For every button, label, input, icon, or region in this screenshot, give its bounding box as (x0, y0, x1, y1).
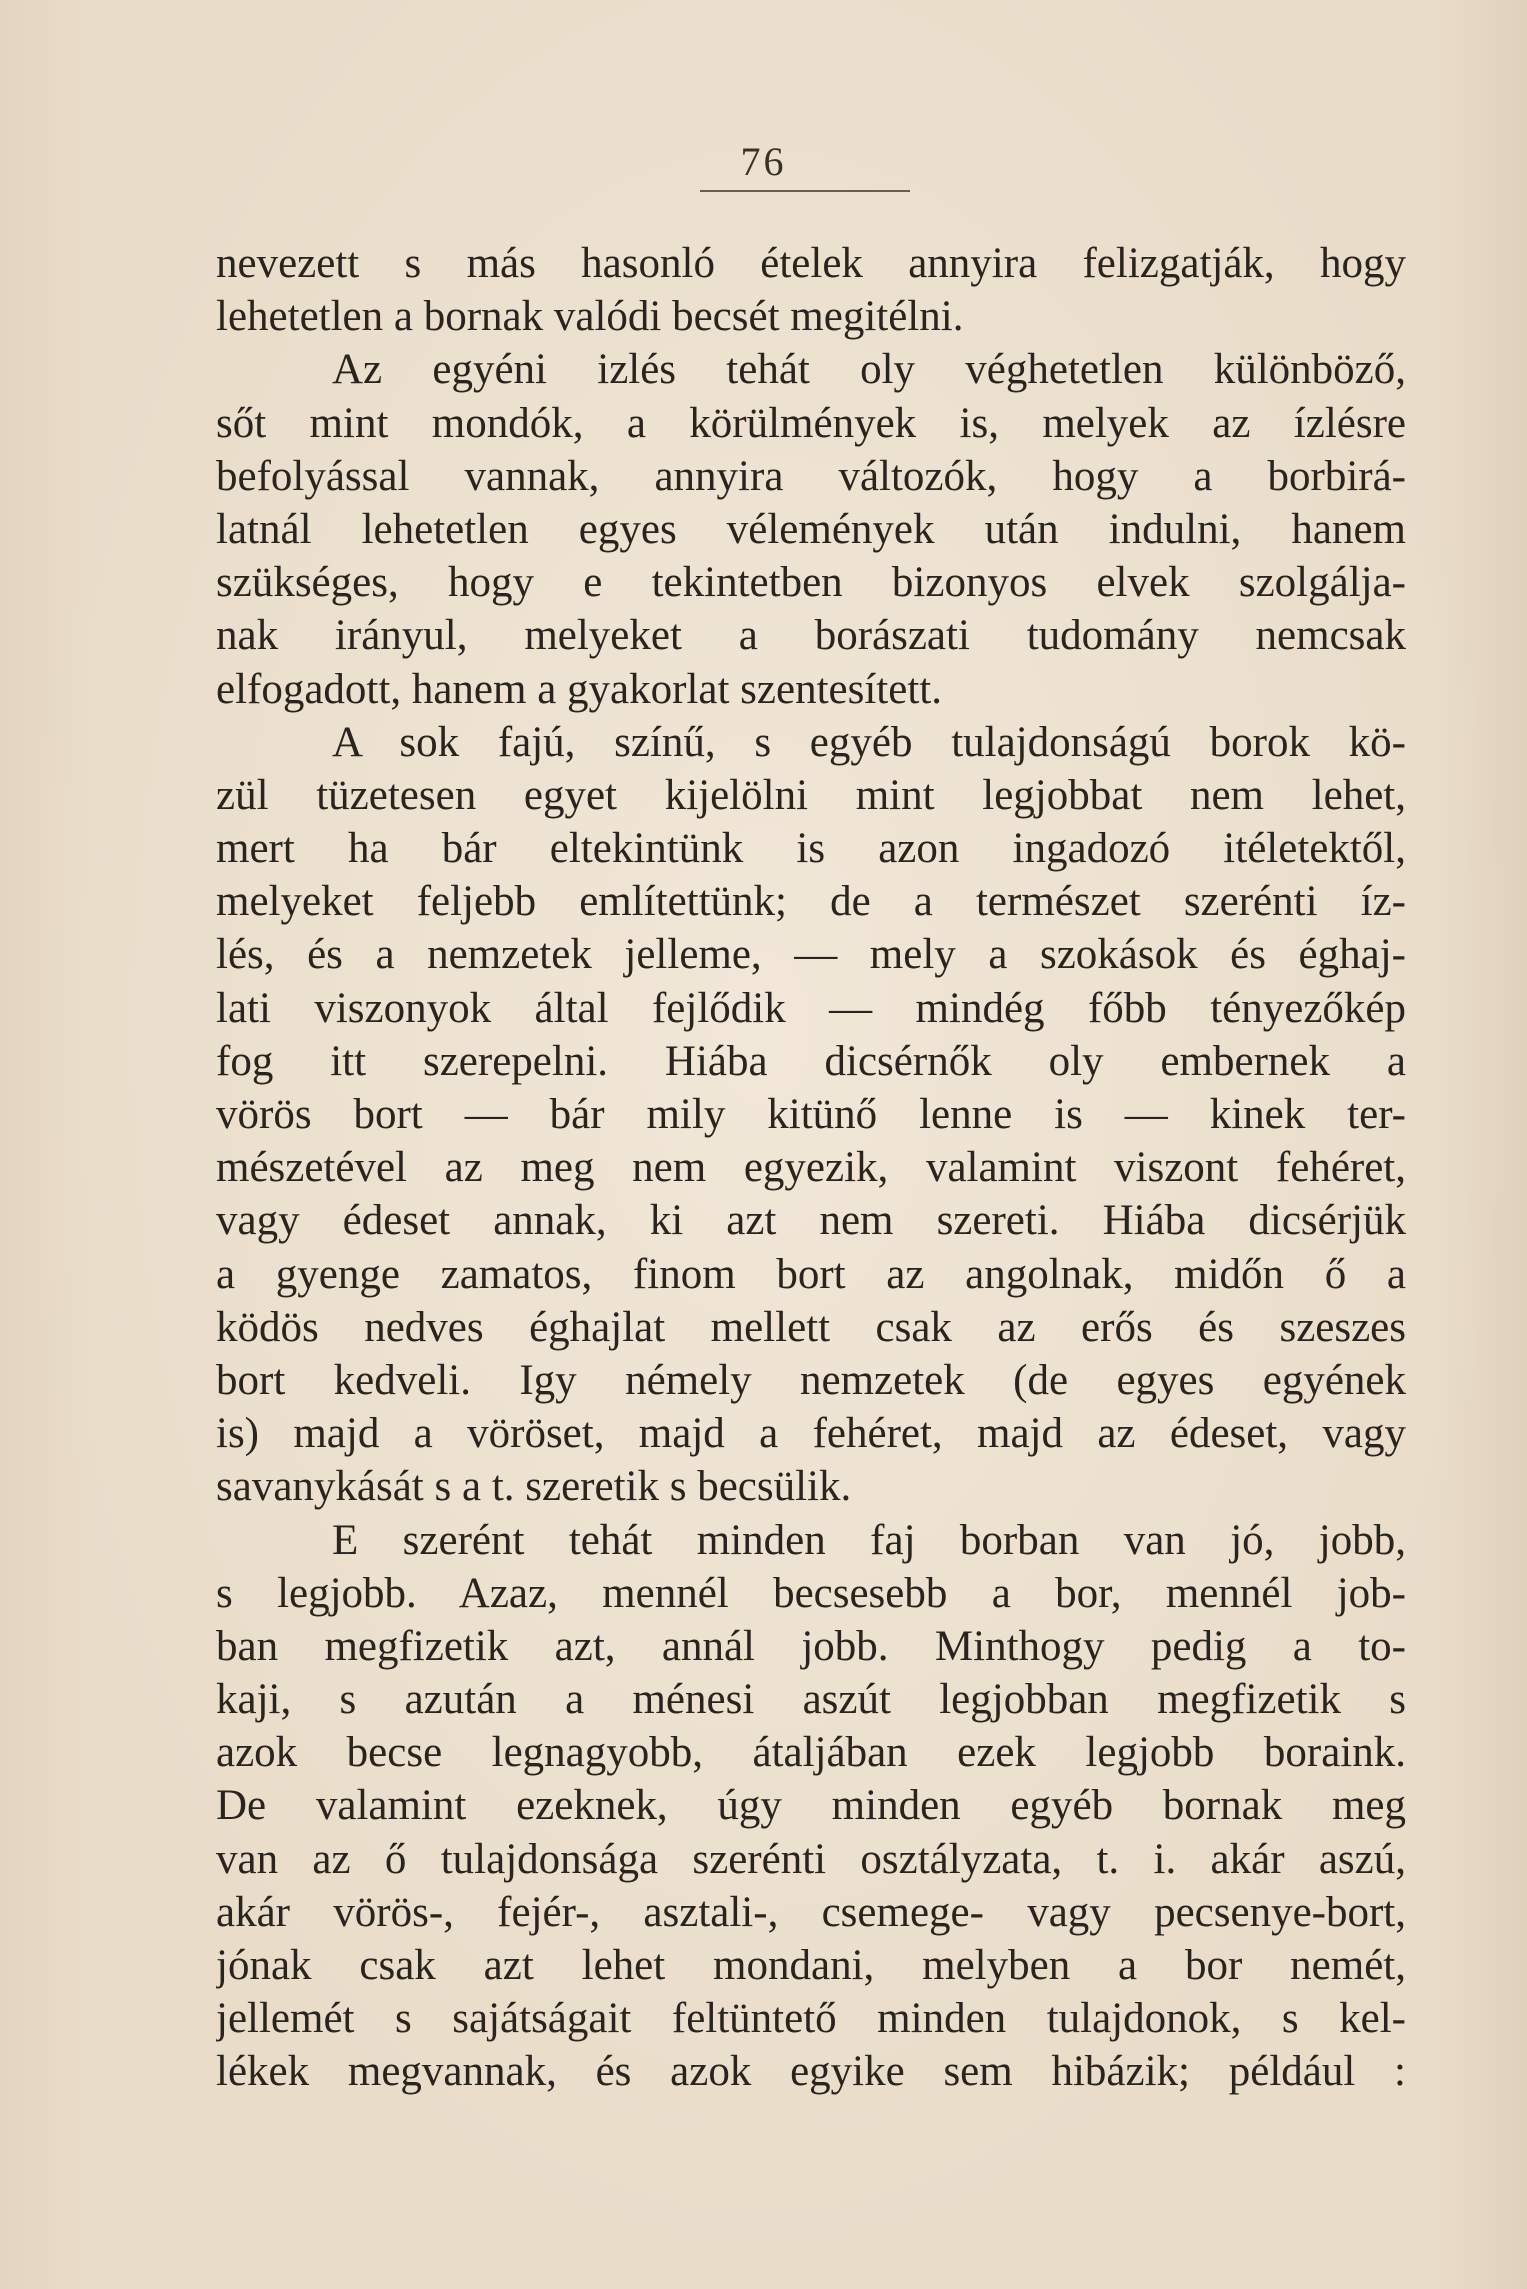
text-line: van az ő tulajdonsága szerénti osztályzata, t. i. akár aszú, (216, 1835, 1406, 1883)
text-line: latnál lehetetlen egyes vélemények után indulni, hanem (216, 505, 1406, 553)
text-line: akár vörös-, fejér-, asztali-, csemege- vagy pecsenye-bort, (216, 1888, 1406, 1936)
text-line: is) majd a vöröset, majd a fehéret, majd az édeset, vagy (216, 1410, 1406, 1458)
text-line: sőt mint mondók, a körülmények is, melyek az ízlésre (216, 399, 1406, 447)
text-line: szükséges, hogy e tekintetben bizonyos elvek szolgálja- (216, 559, 1406, 607)
text-line: nevezett s más hasonló ételek annyira felizgatják, hogy (216, 240, 1406, 287)
text-line: vagy édeset annak, ki azt nem szereti. Hiába dicsérjük (216, 1197, 1406, 1245)
text-line: a gyenge zamatos, finom bort az angolnak, midőn ő a (216, 1250, 1406, 1298)
text-line: jellemét s sajátságait feltüntető minden tulajdonok, s kel- (216, 1995, 1406, 2043)
text-line: azok becse legnagyobb, átaljában ezek legjobb boraink. (216, 1729, 1406, 1777)
text-line: elfogadott, hanem a gyakorlat szentesített. (216, 665, 942, 713)
body-text (216, 237, 1406, 2099)
text-line: lés, és a nemzetek jelleme, — mely a szokások és éghaj- (216, 931, 1406, 979)
text-line: kaji, s azután a ménesi aszút legjobban megfizetik s (216, 1676, 1406, 1724)
text-line: lehetetlen a bornak valódi becsét megitélni. (216, 293, 964, 341)
text-line: jónak csak azt lehet mondani, melyben a bor nemét, (216, 1942, 1406, 1989)
text-line: savanykását s a t. szeretik s becsülik. (216, 1463, 852, 1511)
header-rule (700, 190, 910, 192)
text-line: vörös bort — bár mily kitünő lenne is — kinek ter- (216, 1091, 1406, 1138)
text-line: befolyással vannak, annyira változók, hogy a borbirá- (216, 452, 1406, 500)
text-line: A sok fajú, színű, s egyéb tulajdonságú borok kö- (332, 718, 1406, 766)
text-line: zül tüzetesen egyet kijelölni mint legjobbat nem lehet, (216, 771, 1406, 819)
text-line: fog itt szerepelni. Hiába dicsérnők oly embernek a (216, 1037, 1406, 1085)
text-line: lékek megvannak, és azok egyike sem hibázik; például : (216, 2048, 1406, 2096)
text-line: ban megfizetik azt, annál jobb. Minthogy pedig a to- (216, 1622, 1406, 1670)
text-line: De valamint ezeknek, úgy minden egyéb bornak meg (216, 1782, 1406, 1830)
text-line: s legjobb. Azaz, mennél becsesebb a bor, mennél job- (216, 1569, 1406, 1617)
text-line: mészetével az meg nem egyezik, valamint viszont fehéret, (216, 1144, 1406, 1192)
text-line: Az egyéni izlés tehát oly véghetetlen különböző, (332, 346, 1406, 394)
text-line: nak irányul, melyeket a borászati tudomány nemcsak (216, 612, 1406, 660)
text-line: mert ha bár eltekintünk is azon ingadozó itéletektől, (216, 825, 1406, 873)
text-line: E szerént tehát minden faj borban van jó, jobb, (332, 1516, 1406, 1564)
text-line: lati viszonyok által fejlődik — mindég főbb tényezőkép (216, 984, 1406, 1032)
text-line: melyeket feljebb említettünk; de a természet szerénti íz- (216, 878, 1406, 926)
text-line: bort kedveli. Igy némely nemzetek (de egyes egyének (216, 1356, 1406, 1404)
text-line: ködös nedves éghajlat mellett csak az erős és szeszes (216, 1303, 1406, 1351)
page-number: 76 (740, 139, 787, 184)
